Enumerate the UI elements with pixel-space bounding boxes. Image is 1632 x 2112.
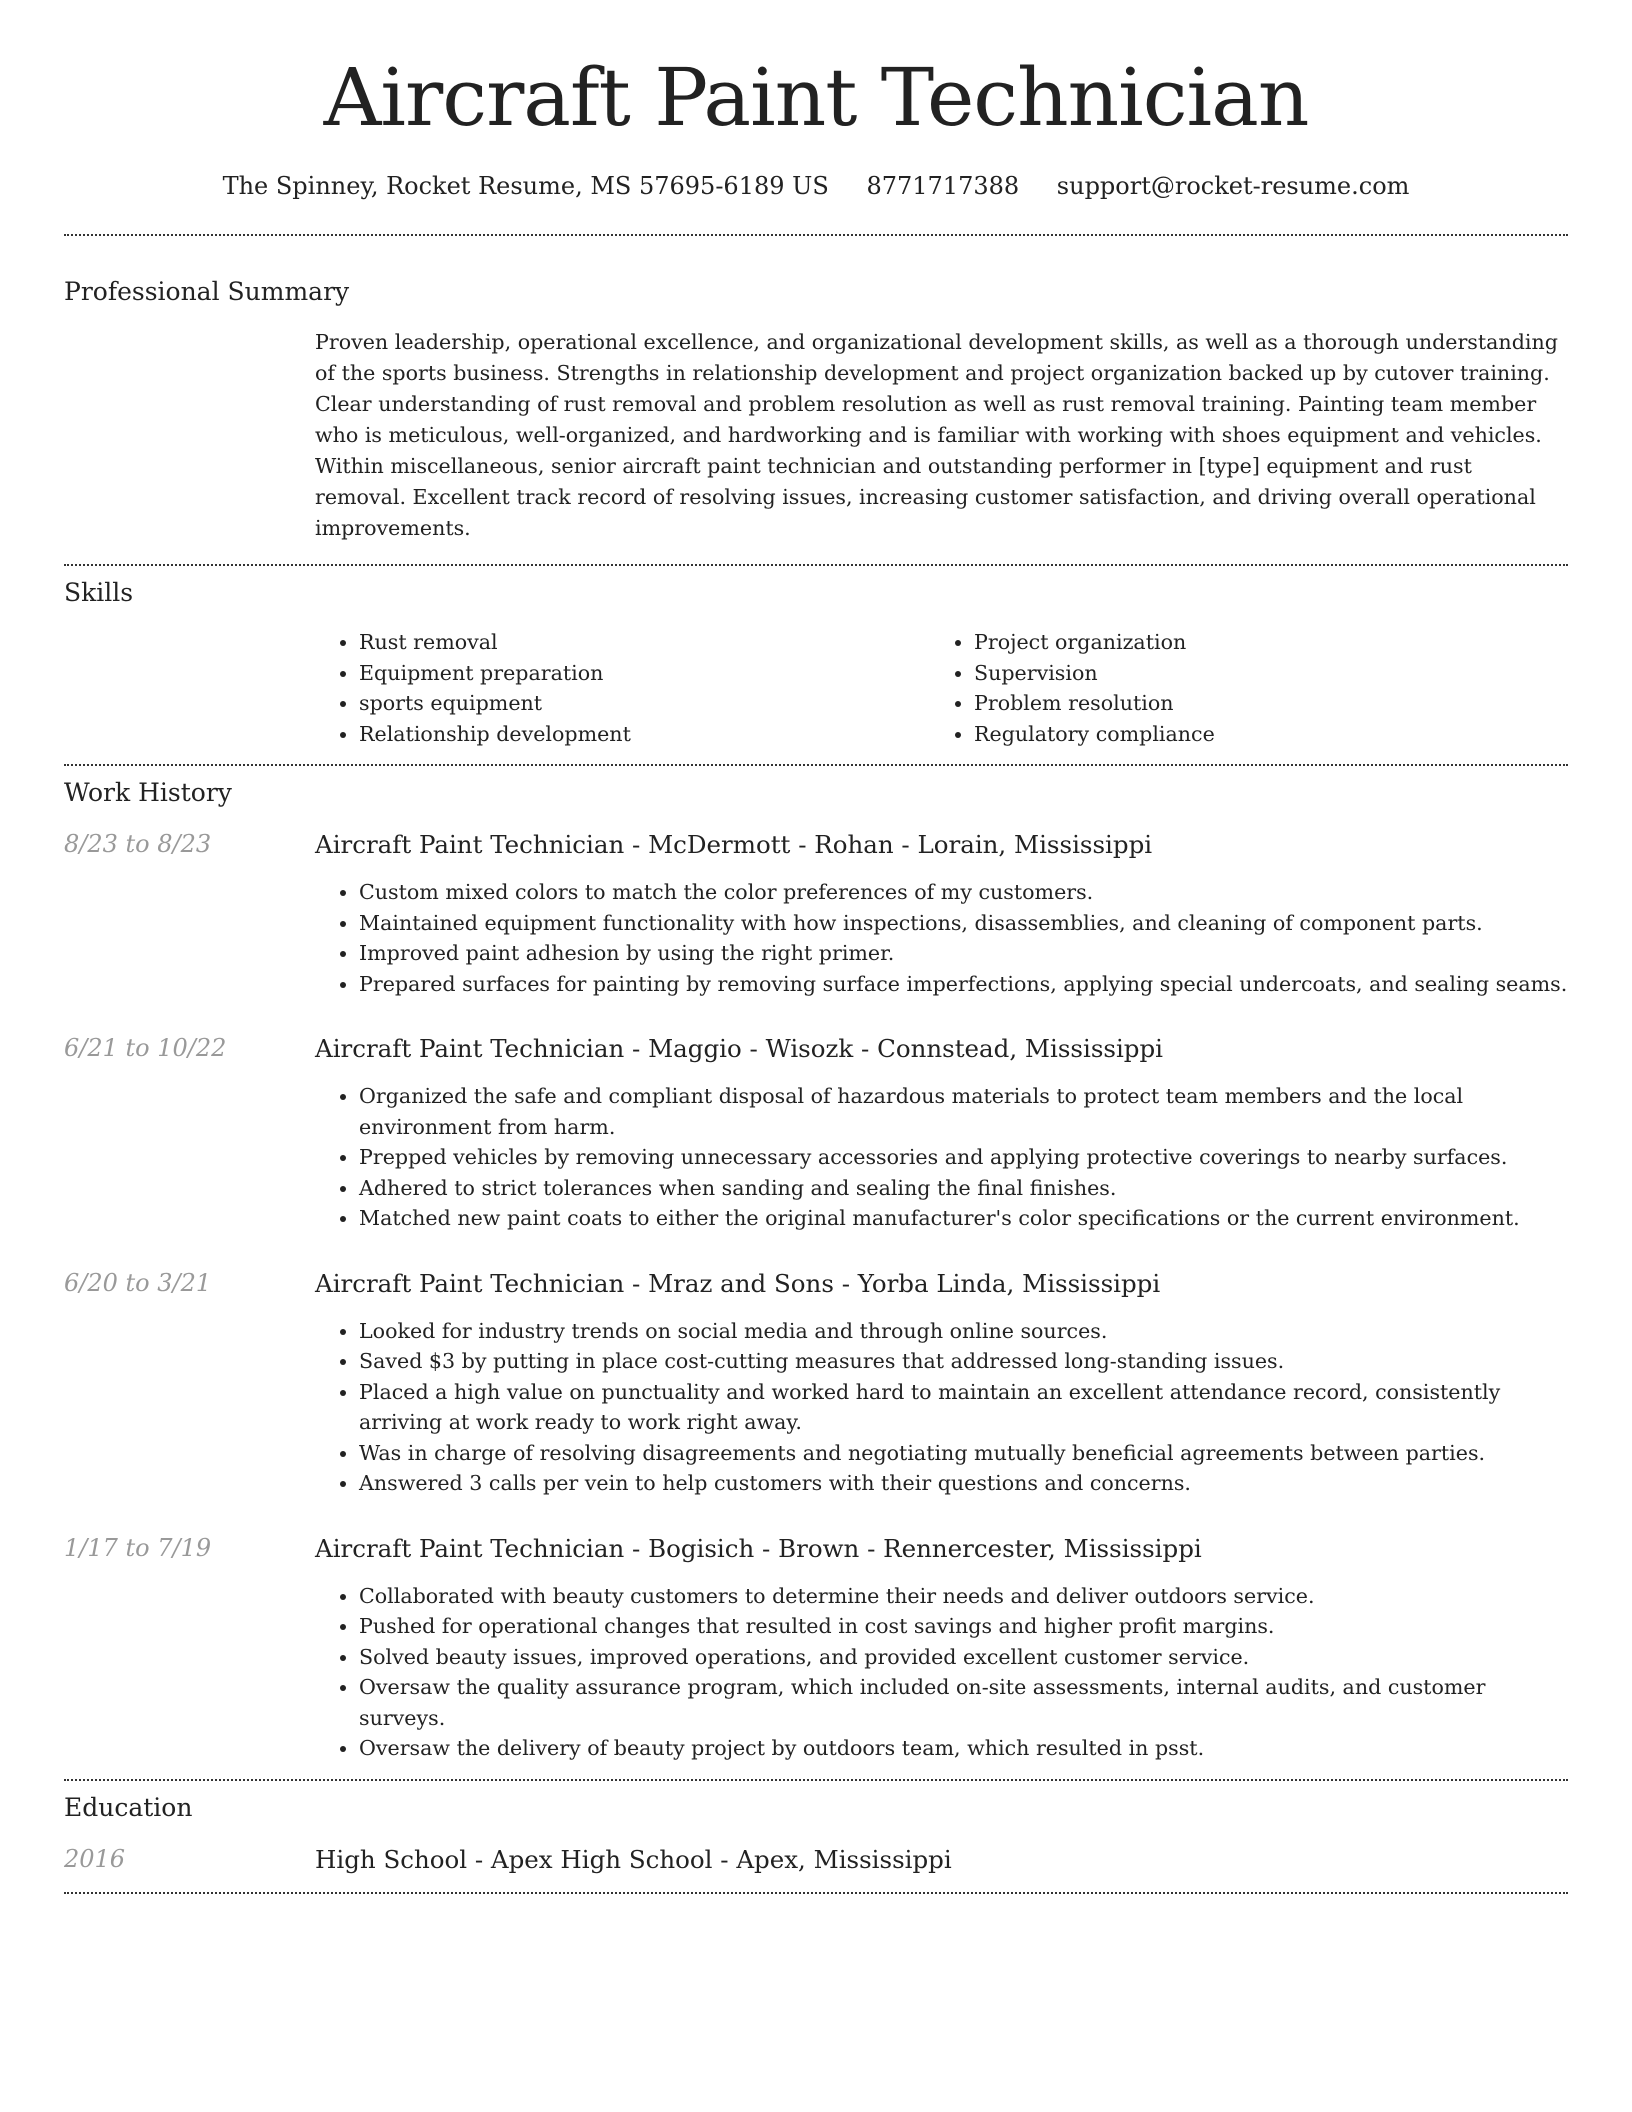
education-title: Education (64, 1792, 193, 1822)
job-bullet: • Prepped vehicles by removing unnecessary accessories and applying protective coverings to nearby surfaces. (359, 1142, 1568, 1173)
contact-email: support@rocket-resume.com (1056, 172, 1410, 200)
contact-address: The Spinney, Rocket Resume, MS 57695-6189 US (222, 172, 829, 200)
job-bullet: • Answered 3 calls per vein to help customers with their questions and concerns. (359, 1468, 1568, 1499)
work-history-title: Work History (64, 778, 232, 807)
skill-item: • Rust removal (359, 627, 930, 658)
job-dates: 8/23 to 8/23 (64, 830, 212, 858)
skill-item: • Regulatory compliance (974, 719, 1215, 750)
skills-column-2 (930, 627, 1215, 749)
skills-column-1 (315, 627, 930, 749)
job-entry (64, 1269, 1568, 1499)
job-bullet: • Pushed for operational changes that resulted in cost savings and higher profit margins. (359, 1611, 1568, 1642)
job-bullet: • Matched new paint coats to either the original manufacturer's color specifications or the current environment. (359, 1203, 1568, 1234)
education-date: 2016 (64, 1844, 126, 1873)
divider (64, 1892, 1568, 1894)
job-entry (64, 830, 1568, 999)
job-heading: Aircraft Paint Technician - Bogisich - Brown - Rennercester, Mississippi (315, 1533, 1202, 1563)
job-bullet: • Oversaw the quality assurance program, which included on-site assessments, internal audits, and customer surveys. (359, 1672, 1568, 1733)
job-bullet: • Prepared surfaces for painting by removing surface imperfections, applying special undercoats, and sealing seams. (359, 969, 1568, 1000)
job-bullet: • Improved paint adhesion by using the right primer. (359, 938, 1568, 969)
divider (64, 234, 1568, 236)
job-heading: Aircraft Paint Technician - Maggio - Wisozk - Connstead, Mississippi (315, 1034, 1164, 1063)
divider (64, 1779, 1568, 1781)
job-bullet: • Placed a high value on punctuality and worked hard to maintain an excellent attendance record, consistently arriving at work ready to work right away. (359, 1377, 1568, 1438)
job-entry (64, 1534, 1568, 1764)
contact-phone: 8771717388 (866, 172, 1020, 200)
job-bullet: • Maintained equipment functionality with how inspections, disassemblies, and cleaning of component parts. (359, 908, 1568, 939)
job-bullets (315, 1081, 1568, 1234)
job-bullet: • Was in charge of resolving disagreements and negotiating mutually beneficial agreements between parties. (359, 1438, 1568, 1469)
skill-item: • sports equipment (359, 688, 930, 719)
job-bullet: • Looked for industry trends on social media and through online sources. (359, 1316, 1568, 1347)
education-entry (64, 1845, 1568, 1874)
summary-title: Professional Summary (64, 277, 350, 306)
job-dates: 1/17 to 7/19 (64, 1533, 212, 1562)
education-heading: High School - Apex High School - Apex, Mississippi (315, 1844, 952, 1874)
skills-title: Skills (64, 578, 134, 607)
job-bullet: • Adhered to strict tolerances when sanding and sealing the final finishes. (359, 1173, 1568, 1204)
contact-line (0, 172, 1632, 200)
job-dates: 6/21 to 10/22 (64, 1034, 227, 1062)
job-bullet: • Oversaw the delivery of beauty project by outdoors team, which resulted in psst. (359, 1733, 1568, 1764)
skill-item: • Problem resolution (974, 688, 1215, 719)
job-bullet: • Saved $3 by putting in place cost-cutting measures that addressed long-standing issues. (359, 1346, 1568, 1377)
job-bullet: • Custom mixed colors to match the color preferences of my customers. (359, 877, 1568, 908)
divider (64, 564, 1568, 566)
summary-text: Proven leadership, operational excellence, and organizational development skills, as well as a thorough understanding of the sports business. Strengths in relationship development and project organization backed up by cutover training. Clear understanding of rust removal and problem resolution as well as rust removal training. Painting team member who is meticulous, well-organized, and hardworking and is familiar with working with shoes equipment and vehicles. Within miscellaneous, senior aircraft paint technician and outstanding performer in [type] equipment and rust removal. Excellent track record of resolving issues, increasing customer satisfaction, and driving overall operational improvements. (315, 330, 1558, 540)
job-bullet: • Solved beauty issues, improved operations, and provided excellent customer service. (359, 1642, 1568, 1673)
job-entry (64, 1034, 1568, 1234)
skills-list (315, 627, 1568, 749)
job-bullets (315, 877, 1568, 999)
job-bullets (315, 1581, 1568, 1764)
skill-item: • Project organization (974, 627, 1215, 658)
job-bullets (315, 1316, 1568, 1499)
job-heading: Aircraft Paint Technician - McDermott - Rohan - Lorain, Mississippi (315, 830, 1153, 859)
job-heading: Aircraft Paint Technician - Mraz and Sons - Yorba Linda, Mississippi (315, 1268, 1161, 1298)
job-bullet: • Organized the safe and compliant disposal of hazardous materials to protect team members and the local environment from harm. (359, 1081, 1568, 1142)
skill-item: • Supervision (974, 658, 1215, 689)
skill-item: • Equipment preparation (359, 658, 930, 689)
job-dates: 6/20 to 3/21 (64, 1268, 212, 1297)
job-bullet: • Collaborated with beauty customers to determine their needs and deliver outdoors service. (359, 1581, 1568, 1612)
divider (64, 764, 1568, 766)
candidate-name: Aircraft Paint Technician (323, 51, 1309, 144)
skill-item: • Relationship development (359, 719, 930, 750)
